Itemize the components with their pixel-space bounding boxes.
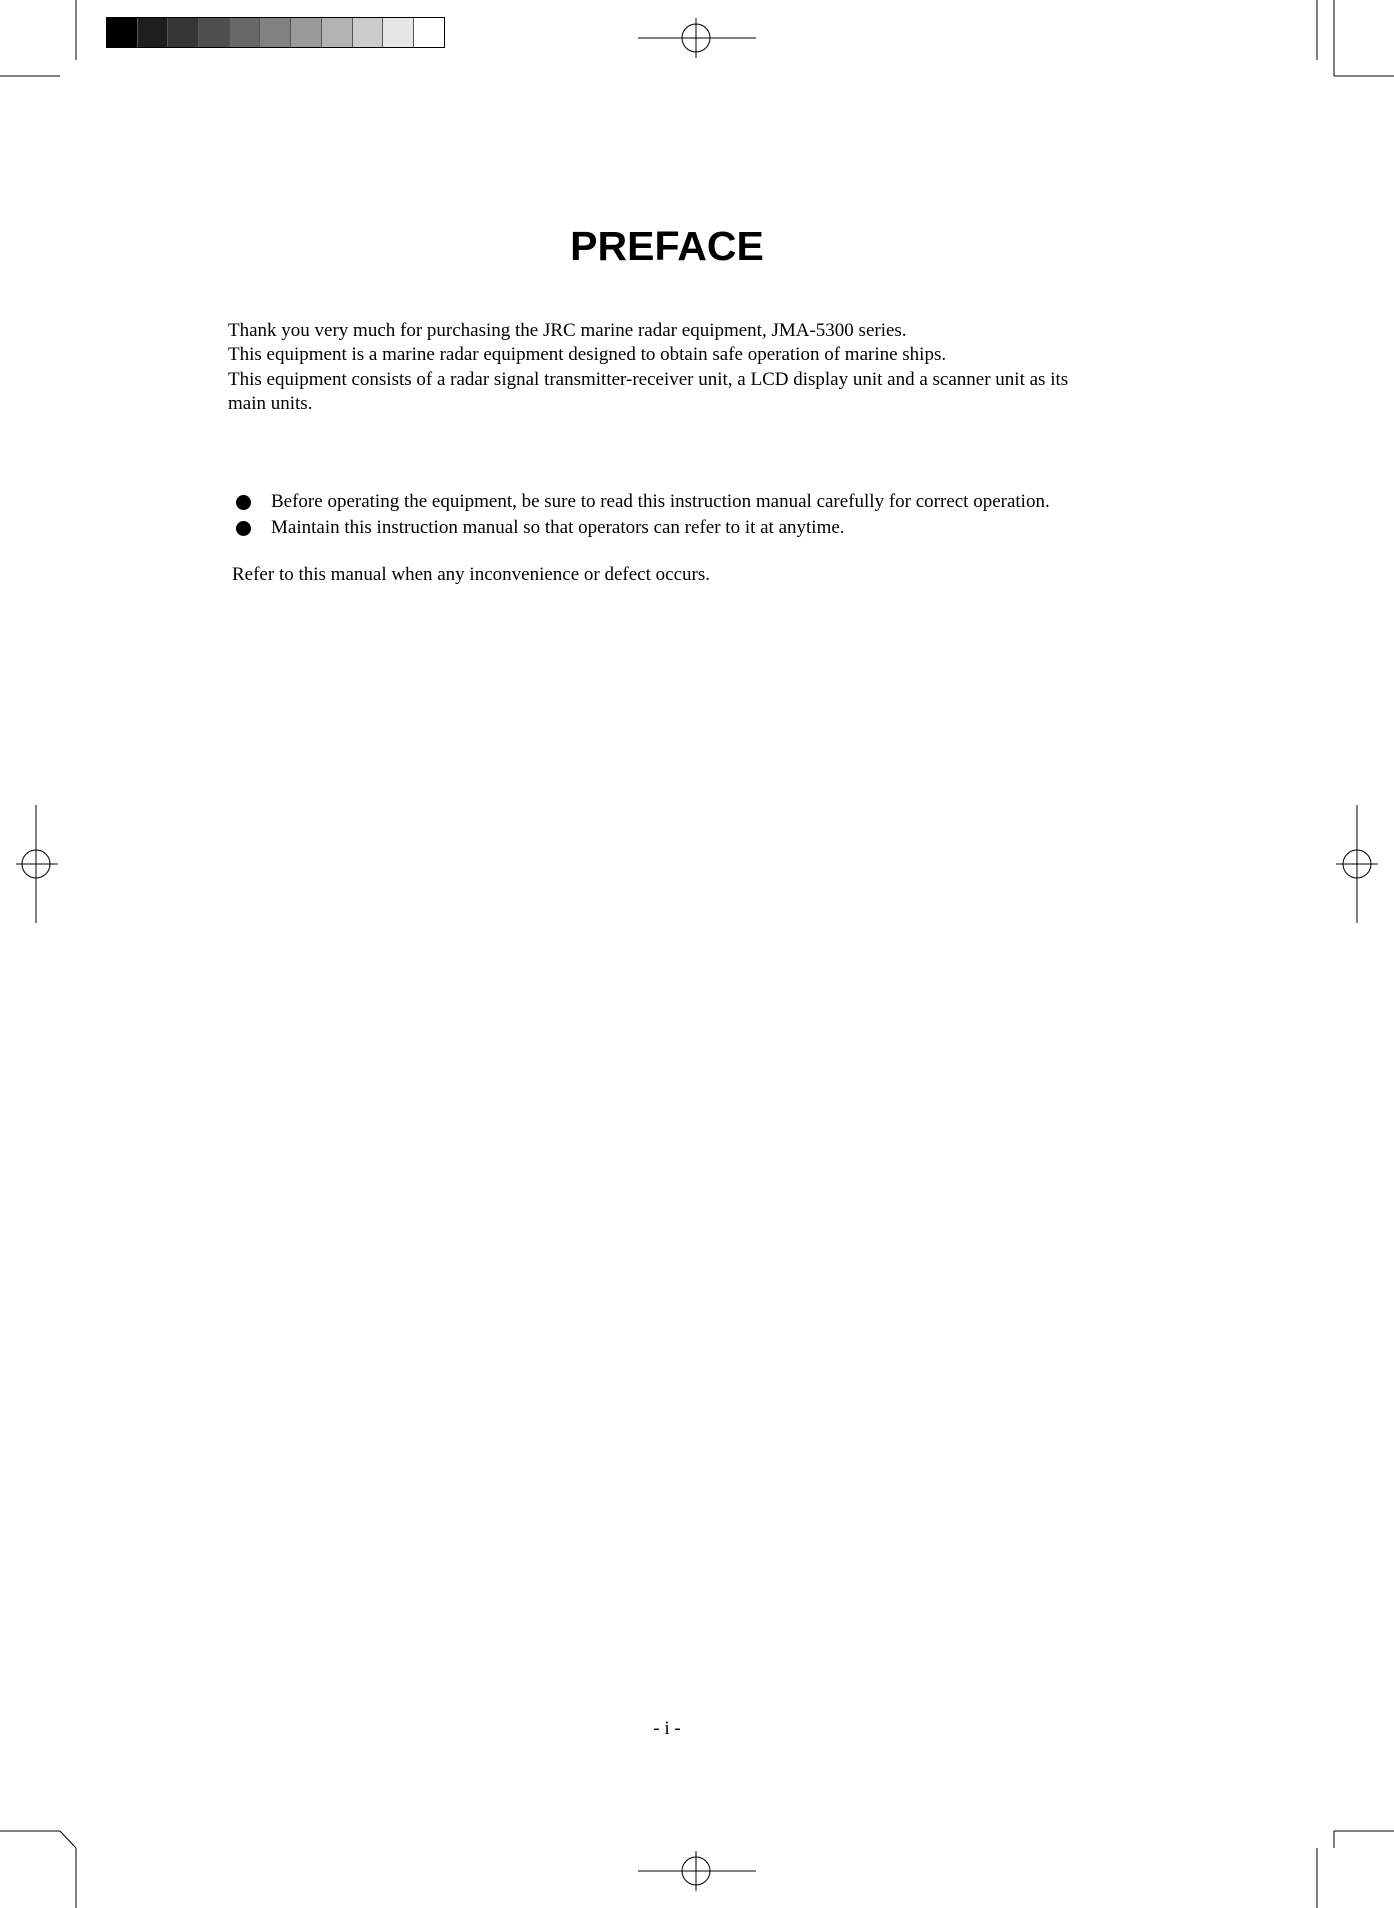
gray-swatch (322, 18, 353, 47)
gray-swatch (138, 18, 169, 47)
bullet-item (228, 489, 1050, 515)
gray-swatch (107, 18, 138, 47)
intro-paragraph (228, 319, 1188, 416)
bullet-dot-icon (236, 521, 251, 536)
intro-line: Thank you very much for purchasing the JRC marine radar equipment, JMA-5300 series. (228, 320, 907, 341)
crop-mark-top-left (0, 0, 76, 76)
registration-mark-right (1336, 805, 1378, 923)
bullet-dot-icon (236, 495, 251, 510)
refer-note: Refer to this manual when any inconvenience or defect occurs. (232, 564, 710, 585)
gray-swatch (291, 18, 322, 47)
bullet-list (228, 489, 1050, 541)
bullet-text: Before operating the equipment, be sure to read this instruction manual carefully for correct operation. (271, 491, 1050, 512)
gray-swatch (260, 18, 291, 47)
intro-line: This equipment consists of a radar signal transmitter-receiver unit, a LCD display unit and a scanner unit as its (228, 368, 1069, 390)
gray-scale-bar (106, 17, 445, 48)
page-number: - i - (653, 1718, 681, 1739)
registration-mark-bottom (638, 1851, 756, 1891)
gray-swatch (199, 18, 230, 47)
crop-mark-top-right (1317, 0, 1394, 76)
crop-mark-bottom-right (1317, 1831, 1394, 1908)
gray-swatch (230, 18, 261, 47)
gray-swatch (414, 18, 444, 47)
intro-line: This equipment is a marine radar equipment designed to obtain safe operation of marine ships. (228, 344, 947, 366)
bullet-item (228, 515, 1050, 541)
gray-swatch (353, 18, 384, 47)
crop-mark-bottom-left (0, 1831, 76, 1908)
intro-line: main units. (228, 392, 313, 414)
gray-swatch (383, 18, 414, 47)
gray-swatch (168, 18, 199, 47)
page-title: PREFACE (570, 223, 764, 269)
bullet-text: Maintain this instruction manual so that operators can refer to it at anytime. (271, 517, 845, 538)
registration-mark-left (16, 805, 58, 923)
registration-mark-top (638, 18, 756, 58)
